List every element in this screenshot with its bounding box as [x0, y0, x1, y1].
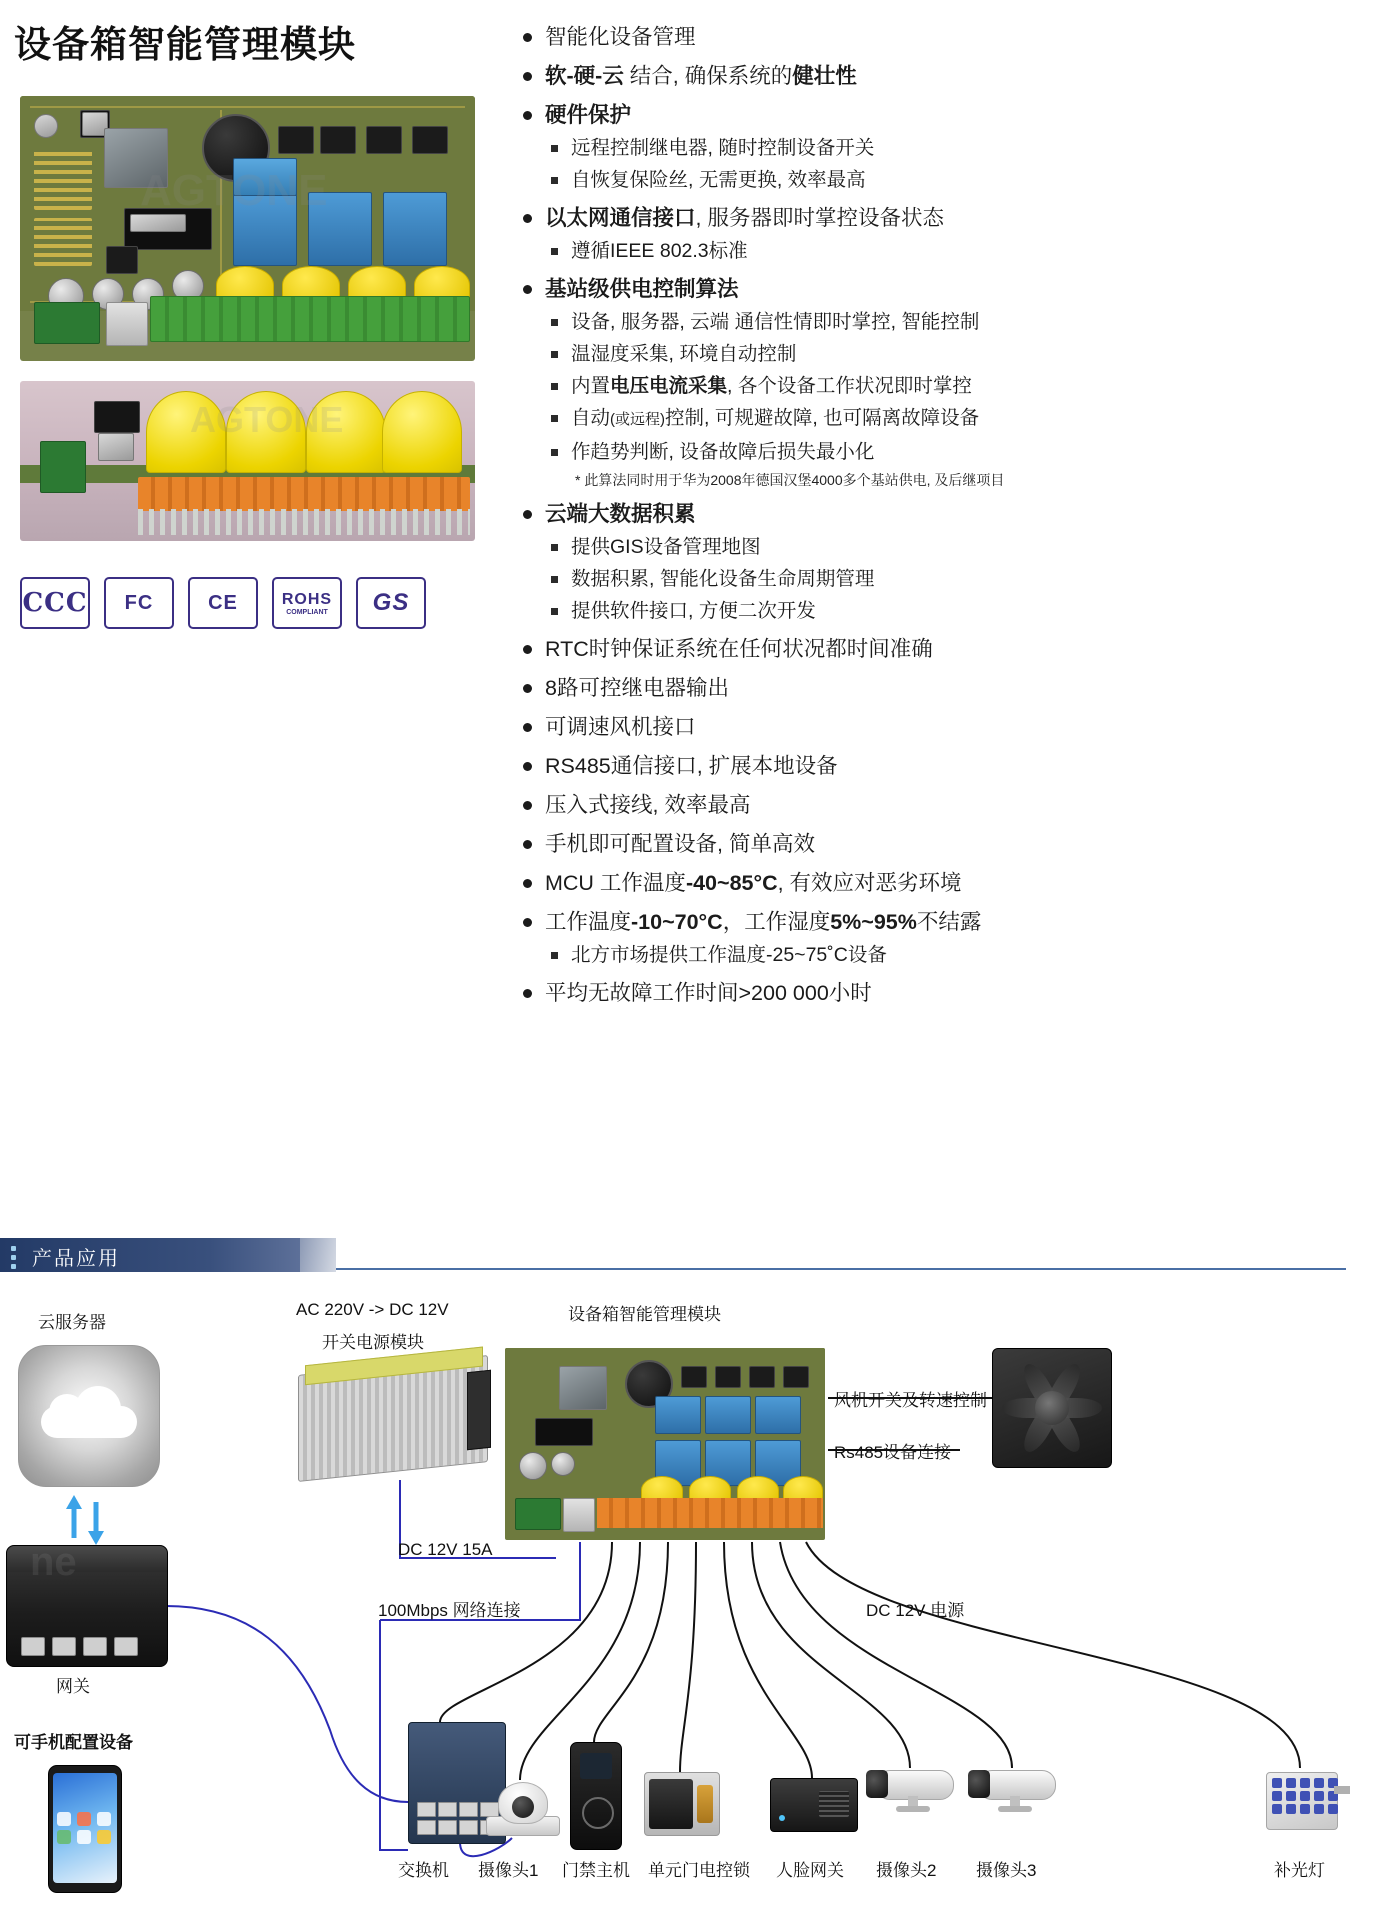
dc-power-label: DC 12V 电源	[866, 1601, 965, 1620]
feature-subitem: 提供GIS设备管理地图	[545, 533, 1360, 561]
door-lock-device	[644, 1772, 720, 1836]
device-label-fill-light: 补光灯	[1274, 1861, 1325, 1880]
feature-subitem: 远程控制继电器, 随时控制设备开关	[545, 134, 1360, 162]
feature-item: 工作温度-10~70°C，工作湿度5%~95%不结露 北方市场提供工作温度-25~75˚C设备	[505, 907, 1360, 969]
product-images-column	[20, 96, 490, 629]
dome-camera-device	[486, 1780, 558, 1838]
access-controller-device	[570, 1742, 622, 1850]
feature-subitem: 作趋势判断, 设备故障后损失最小化	[545, 438, 1360, 466]
dc12v15a-label: DC 12V 15A	[398, 1540, 493, 1559]
gateway-label: 网关	[56, 1677, 90, 1696]
section-title: 产品应用	[32, 1248, 120, 1270]
device-label-access-controller: 门禁主机	[562, 1861, 630, 1880]
feature-item: 智能化设备管理	[505, 22, 1360, 52]
pcb-board-side-image	[20, 381, 475, 541]
psu-label-line1: AC 220V -> DC 12V	[296, 1300, 449, 1319]
phone-config-label: 可手机配置设备	[14, 1733, 133, 1752]
feature-item: 云端大数据积累 提供GIS设备管理地图 数据积累, 智能化设备生命周期管理 提供软件接口, 方便二次开发	[505, 499, 1360, 625]
gs-badge: GS	[356, 577, 426, 629]
fill-light-device	[1266, 1768, 1350, 1834]
feature-item: 8路可控继电器输出	[505, 673, 1360, 703]
device-label-switch: 交换机	[398, 1861, 449, 1880]
certification-badges	[20, 577, 490, 629]
smartphone-icon	[48, 1765, 122, 1893]
device-label-door-lock: 单元门电控锁	[648, 1861, 750, 1880]
feature-item: 平均无故障工作时间>200 000小时	[505, 978, 1360, 1008]
feature-item: 可调速风机接口	[505, 712, 1360, 742]
bullet-camera-2-device	[866, 1760, 960, 1810]
network-label: 100Mbps 网络连接	[378, 1601, 521, 1620]
cooling-fan-icon	[992, 1348, 1112, 1468]
feature-item: 手机即可配置设备, 简单高效	[505, 829, 1360, 859]
cloud-server-icon	[18, 1345, 160, 1487]
gateway-device	[6, 1545, 168, 1667]
rs485-label: Rs485设备连接	[834, 1443, 952, 1462]
feature-item: MCU 工作温度-40~85°C, 有效应对恶劣环境	[505, 868, 1360, 898]
feature-item: 软-硬-云 结合, 确保系统的健壮性	[505, 61, 1360, 91]
bullet-camera-3-device	[968, 1760, 1062, 1810]
pcb-board-main-image	[20, 96, 475, 361]
ce-badge: CE	[188, 577, 258, 629]
section-dots-icon	[11, 1246, 16, 1273]
feature-subitem: 遵循IEEE 802.3标准	[545, 237, 1360, 265]
feature-subitem: 数据积累, 智能化设备生命周期管理	[545, 565, 1360, 593]
power-supply-module	[298, 1355, 488, 1482]
algorithm-footnote: * 此算法同时用于华为2008年德国汉堡4000多个基站供电, 及后继项目	[575, 472, 1005, 488]
application-diagram	[0, 1290, 1380, 1923]
page-title: 设备箱智能管理模块	[14, 24, 356, 65]
device-label-camera-2: 摄像头2	[876, 1861, 937, 1880]
psu-label-line2: 开关电源模块	[322, 1333, 424, 1352]
cloud-server-label: 云服务器	[38, 1313, 106, 1332]
feature-subitem: 温湿度采集, 环境自动控制	[545, 340, 1360, 368]
feature-subitem: 自动(或远程)控制, 可规避故障, 也可隔离故障设备	[545, 404, 1360, 434]
rohs-badge: ROHS COMPLIANT	[272, 577, 342, 629]
feature-item: 压入式接线, 效率最高	[505, 790, 1360, 820]
feature-subitem: 内置电压电流采集, 各个设备工作状况即时掌控	[545, 372, 1360, 400]
fan-control-label: 风机开关及转速控制	[834, 1391, 987, 1410]
main-module-image	[505, 1348, 825, 1540]
device-label-face-gateway: 人脸网关	[776, 1861, 844, 1880]
device-label-camera-3: 摄像头3	[976, 1861, 1037, 1880]
feature-subitem: 设备, 服务器, 云端 通信性情即时掌控, 智能控制	[545, 308, 1360, 336]
face-gateway-device	[770, 1778, 858, 1832]
main-module-label: 设备箱智能管理模块	[568, 1305, 721, 1324]
fcc-badge: FC	[104, 577, 174, 629]
feature-subitem: 北方市场提供工作温度-25~75˚C设备	[545, 941, 1360, 969]
feature-list	[505, 22, 1360, 1017]
feature-item: RTC时钟保证系统在任何状况都时间准确	[505, 634, 1360, 664]
feature-item: 硬件保护 远程控制继电器, 随时控制设备开关 自恢复保险丝, 无需更换, 效率最高	[505, 100, 1360, 194]
section-header	[0, 1238, 1380, 1280]
feature-item: 以太网通信接口, 服务器即时掌控设备状态 遵循IEEE 802.3标准	[505, 203, 1360, 265]
ccc-badge: CCC	[20, 577, 90, 629]
feature-item: RS485通信接口, 扩展本地设备	[505, 751, 1360, 781]
feature-item: 基站级供电控制算法 设备, 服务器, 云端 通信性情即时掌控, 智能控制 温湿度采集, 环境自动控制 内置电压电流采集, 各个设备工作状况即时掌控 自动(或远程)控制, 可规避故障, 也可隔离故障设备 作趋势判断, 设备故障后损失最小化 * 此算法同时用于华为2008年德国汉堡4000多个基站供电, 及后继项目	[505, 274, 1360, 490]
device-label-camera-1: 摄像头1	[478, 1861, 539, 1880]
feature-subitem: 提供软件接口, 方便二次开发	[545, 597, 1360, 625]
feature-subitem: 自恢复保险丝, 无需更换, 效率最高	[545, 166, 1360, 194]
